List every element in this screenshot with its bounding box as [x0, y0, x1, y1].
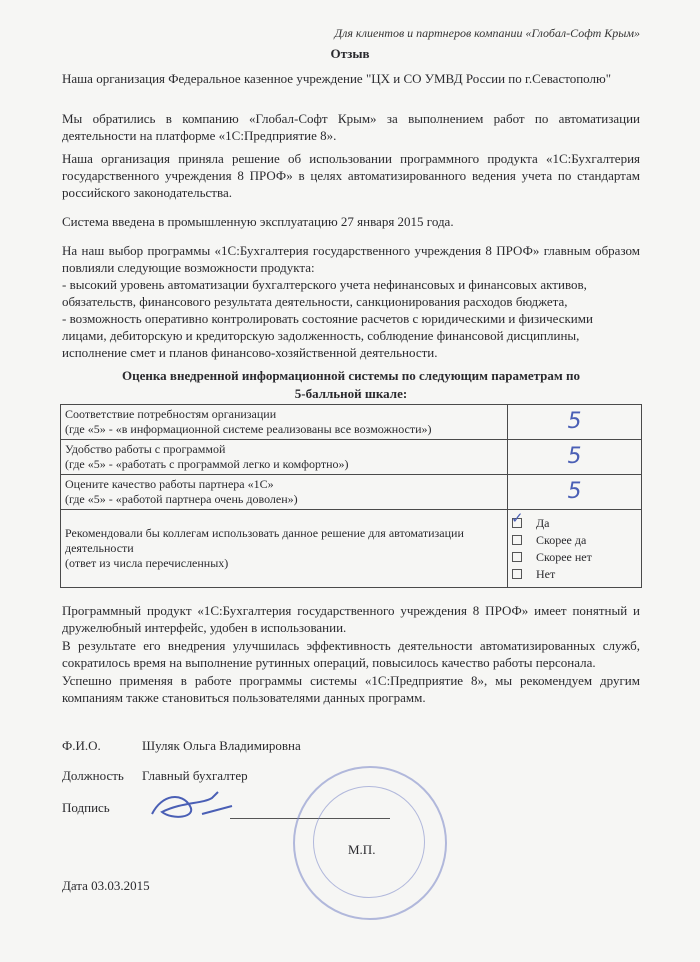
recommend-question-note: (ответ из числа перечисленных): [65, 556, 229, 570]
checkbox-checked[interactable]: [511, 509, 524, 528]
table-row: [61, 475, 642, 510]
fio-label: Ф.И.О.: [62, 738, 101, 753]
check-icon: ✓: [511, 509, 524, 527]
fio-value: Шуляк Ольга Владимировна: [142, 738, 301, 753]
rating-answer: [508, 440, 642, 475]
closing-paragraph-2: В результате его внедрения улучшилась эффективность деятельности автоматизированных служб, сократилось время на выполнение рутинных операций, повысилось качество работы персонала.: [62, 638, 640, 670]
document-title: Отзыв: [330, 46, 370, 61]
rating-question: [61, 405, 508, 440]
choice-item-2: - возможность оперативно контролировать состояние расчетов с юридическими и физическими лицами, дебиторскую и кредиторскую задолженность, соблюдение финансовой дисциплины, исполнение смет и планов финансово-хозяйственной деятельности.: [62, 311, 593, 360]
rating-table: [60, 404, 642, 588]
score-value: 5: [567, 444, 582, 469]
table-title-line-1: Оценка внедренной информационной системы по следующим параметрам по: [122, 368, 580, 383]
position-value: Главный бухгалтер: [142, 768, 248, 783]
intro-paragraph-3: Наша организация приняла решение об использовании программного продукта «1С:Бухгалтерия государственного учреждения 8 ПРОФ» в целях автоматизированного ведения учета по стандартам российского законодательства.: [62, 151, 640, 200]
score-value: 5: [567, 409, 582, 434]
rating-question-text: Удобство работы с программой: [65, 442, 226, 456]
option-rather-no[interactable]: [512, 549, 637, 566]
rating-question-note: (где «5» - «работать с программой легко и комфортно»): [65, 457, 349, 471]
position-label: Должность: [62, 768, 124, 783]
table-row: [61, 405, 642, 440]
table-title-line-2: 5-балльной шкале:: [294, 386, 408, 401]
document-header: Для клиентов и партнеров компании «Глобал-Софт Крым»: [334, 26, 640, 40]
option-label: Да: [536, 515, 550, 530]
option-no[interactable]: [512, 566, 637, 583]
signature-scribble: [142, 784, 242, 828]
checkbox[interactable]: [512, 569, 522, 579]
option-rather-yes[interactable]: [512, 532, 637, 549]
rating-question-text: Соответствие потребностям организации: [65, 407, 277, 421]
recommend-question: [61, 510, 508, 588]
choice-paragraph-1: На наш выбор программы «1С:Бухгалтерия государственного учреждения 8 ПРОФ» главным образом повлияли следующие возможности продукта:: [62, 243, 640, 275]
option-yes[interactable]: [511, 509, 637, 532]
intro-paragraph-2: Мы обратились в компанию «Глобал-Софт Крым» за выполнением работ по автоматизации деятельности на платформе «1С:Предприятие 8».: [62, 111, 640, 143]
choice-item-1: - высокий уровень автоматизации бухгалтерского учета нефинансовых и финансовых активов, обязательств, финансового результата деятельности, санкционирования расходов бюджета,: [62, 277, 587, 309]
checkbox[interactable]: [512, 552, 522, 562]
intro-paragraph-1: Наша организация Федеральное казенное учреждение "ЦХ и СО УМВД России по г.Севастополю": [62, 71, 612, 86]
rating-question: [61, 440, 508, 475]
recommend-question-text: Рекомендовали бы коллегам использовать данное решение для автоматизации деятельности: [65, 526, 464, 555]
checkbox[interactable]: [512, 535, 522, 545]
table-row: [61, 440, 642, 475]
document-date: Дата 03.03.2015: [62, 878, 150, 893]
rating-question-note: (где «5» - «в информационной системе реализованы все возможности»): [65, 422, 432, 436]
table-row: [61, 510, 642, 588]
rating-answer: [508, 475, 642, 510]
launch-paragraph: Система введена в промышленную эксплуатацию 27 января 2015 года.: [62, 214, 454, 229]
rating-question-note: (где «5» - «работой партнера очень доволен»): [65, 492, 298, 506]
table-title: [62, 367, 640, 403]
rating-answer: [508, 405, 642, 440]
rating-question: [61, 475, 508, 510]
sign-label: Подпись: [62, 800, 110, 815]
closing-paragraph-3: Успешно применяя в работе программы системы «1С:Предприятие 8», мы рекомендуем другим компаниям также становиться пользователями данных программ.: [62, 673, 640, 705]
stamp-placeholder: М.П.: [348, 842, 376, 857]
rating-question-text: Оцените качество работы партнера «1С»: [65, 477, 274, 491]
score-value: 5: [567, 479, 582, 504]
option-label: Нет: [536, 566, 556, 581]
option-label: Скорее да: [536, 532, 587, 547]
closing-paragraph-1: Программный продукт «1С:Бухгалтерия государственного учреждения 8 ПРОФ» имеет понятный и дружелюбный интерфейс, удобен в использовании.: [62, 603, 640, 635]
option-label: Скорее нет: [536, 549, 592, 564]
recommend-options: [508, 510, 642, 588]
